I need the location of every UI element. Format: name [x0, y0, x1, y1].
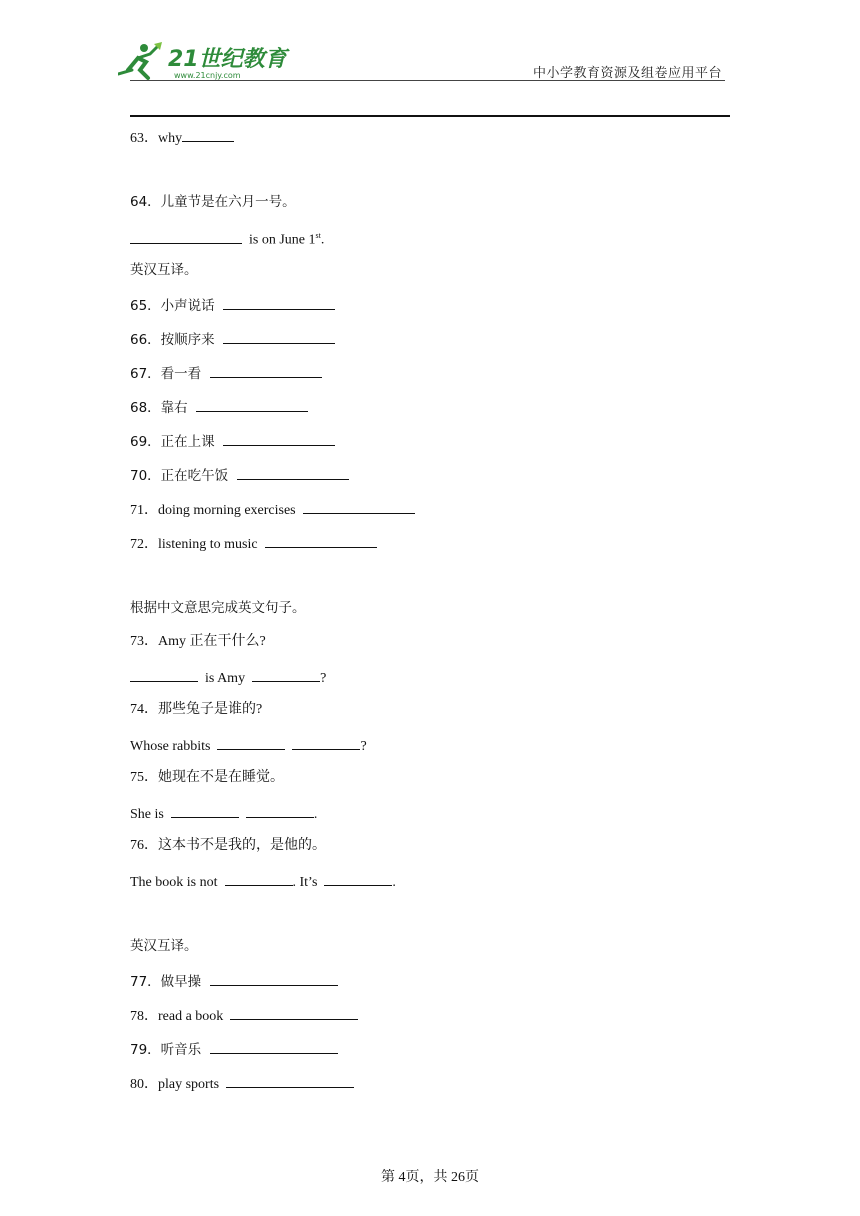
q74-start-text: Whose rabbits [130, 739, 211, 754]
q63-text: 63．why [130, 131, 183, 146]
q70-text: 70．正在吃午饭 [130, 468, 229, 484]
answer-blank [303, 498, 415, 514]
q75-end: . [313, 807, 318, 822]
section-heading-complete-sentences: 根据中文意思完成英文句子。 [130, 600, 306, 616]
answer-blank [252, 666, 320, 682]
question-73-answer [130, 666, 326, 689]
question-80 [130, 1072, 354, 1095]
question-66 [130, 328, 335, 350]
answer-blank [182, 126, 234, 142]
q73-mid-text: is Amy [205, 671, 246, 686]
q73-end: ? [320, 671, 327, 686]
answer-blank [226, 1072, 354, 1088]
question-79 [130, 1038, 338, 1060]
q65-text: 65．小声说话 [130, 298, 215, 314]
q80-text: 80．play sports [130, 1077, 220, 1092]
site-logo [118, 40, 298, 84]
answer-blank [130, 666, 198, 682]
header-main-rule [130, 115, 730, 117]
svg-text:21世纪教育: 21世纪教育 [168, 47, 287, 72]
answer-blank [130, 228, 242, 244]
answer-blank [237, 464, 349, 480]
q74-end: ? [360, 739, 367, 754]
q64-superscript: st [315, 231, 321, 240]
q66-text: 66．按顺序来 [130, 332, 215, 348]
runner-icon [118, 42, 162, 78]
question-64-answer [130, 226, 324, 251]
question-71 [130, 498, 415, 521]
answer-blank [210, 1038, 338, 1054]
section-heading-translate: 英汉互译。 [130, 262, 198, 278]
question-68 [130, 396, 308, 418]
q64-end: . [320, 232, 325, 248]
q71-text: 71．doing morning exercises [130, 503, 296, 518]
page-footer: 第 4页，共 26页 [381, 1170, 479, 1185]
answer-blank [223, 294, 335, 310]
section-heading-translate-2: 英汉互译。 [130, 938, 198, 954]
answer-blank [210, 970, 338, 986]
answer-blank [223, 328, 335, 344]
answer-blank [210, 362, 322, 378]
question-75-prompt: 75．她现在不是在睡觉。 [130, 770, 284, 785]
answer-blank [217, 734, 285, 750]
answer-blank [246, 802, 314, 818]
answer-blank [223, 430, 335, 446]
q79-text: 79．听音乐 [130, 1042, 202, 1058]
question-74-prompt: 74．那些兔子是谁的? [130, 702, 263, 717]
question-67 [130, 362, 322, 384]
q69-text: 69．正在上课 [130, 434, 215, 450]
answer-blank [265, 532, 377, 548]
question-70 [130, 464, 349, 486]
question-76-answer [130, 870, 396, 893]
q72-text: 72．listening to music [130, 537, 258, 552]
question-73-prompt: 73．Amy 正在干什么? [130, 634, 266, 649]
q76-start-text: The book is not [130, 875, 218, 890]
question-74-answer [130, 734, 367, 757]
question-65 [130, 294, 335, 316]
svg-text:www.21cnjy.com: www.21cnjy.com [174, 71, 241, 80]
question-64-prompt: 64．儿童节是在六月一号。 [130, 194, 296, 210]
q77-text: 77．做早操 [130, 974, 202, 990]
question-77 [130, 970, 338, 992]
question-75-answer [130, 802, 317, 825]
q75-start-text: She is [130, 807, 164, 822]
question-72 [130, 532, 377, 555]
question-76-prompt: 76．这本书不是我的，是他的。 [130, 838, 326, 853]
question-69 [130, 430, 335, 452]
answer-blank [225, 870, 293, 886]
answer-blank [171, 802, 239, 818]
answer-blank [230, 1004, 358, 1020]
q78-text: 78．read a book [130, 1009, 224, 1024]
page-header [0, 0, 860, 120]
q64-answer-text: is on June 1 [249, 232, 316, 248]
q76-end: . [392, 875, 396, 890]
answer-blank [292, 734, 360, 750]
q76-mid-text: . It’s [292, 875, 318, 890]
q67-text: 67．看一看 [130, 366, 202, 382]
header-platform-text: 中小学教育资源及组卷应用平台 [532, 66, 722, 81]
question-63 [130, 126, 234, 149]
question-78 [130, 1004, 358, 1027]
answer-blank [196, 396, 308, 412]
answer-blank [324, 870, 392, 886]
q68-text: 68．靠右 [130, 400, 188, 416]
